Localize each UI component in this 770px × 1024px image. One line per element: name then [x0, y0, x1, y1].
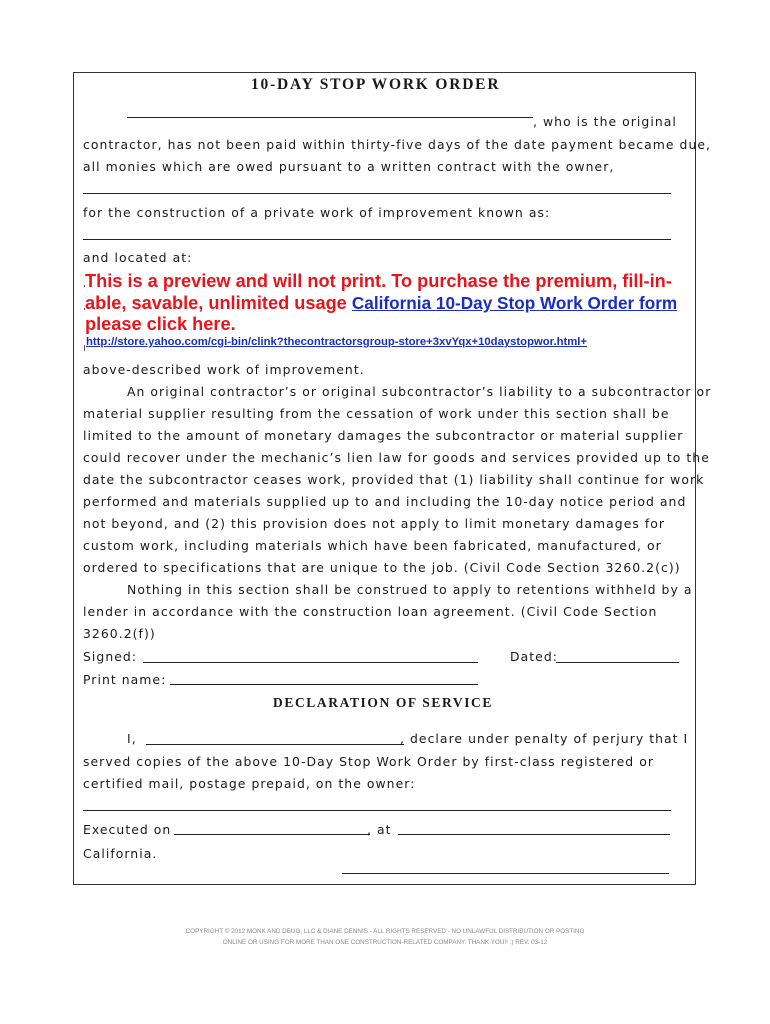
signed-label: Signed: [83, 649, 138, 664]
print-name-blank [170, 684, 478, 685]
date-blank [556, 662, 679, 663]
store-url-link[interactable]: http://store.yahoo.com/cgi-bin/clink?thecontractorsgroup-store+3xvYqx+10daystopwor.html+ [86, 336, 588, 348]
para1-line: date the subcontractor ceases work, provided that (1) liability shall continue for work [83, 472, 705, 487]
line4-text: for the construction of a private work of improvement known as: [83, 205, 551, 220]
copyright-line2: ONLINE OR USING FOR MORE THAN ONE CONSTRUCTION-RELATED COMPANY. THANK YOU!! :) REV. 03-12 [222, 939, 548, 946]
para1-line: custom work, including materials which have been fabricated, manufactured, or [83, 538, 662, 553]
california-label: California. [83, 846, 158, 861]
para1-line: An original contractor’s or original subcontractor’s liability to a subcontractor or [127, 384, 712, 399]
purchase-form-link[interactable]: California 10-Day Stop Work Order form [351, 293, 678, 313]
executed-place-blank [398, 834, 670, 835]
declaration-title: DECLARATION OF SERVICE [273, 695, 494, 710]
executed-on-label: Executed on [83, 822, 172, 837]
executed-date-blank [174, 834, 370, 835]
decl-line3: certified mail, postage prepaid, on the owner: [83, 776, 416, 791]
para2-line: 3260.2(f)) [83, 626, 156, 641]
print-name-label: Print name: [83, 672, 167, 687]
para1-line: ordered to specifications that are unique to the job. (Civil Code Section 3260.2(c)) [83, 560, 681, 575]
owner-address-blank [83, 810, 671, 811]
line5-text: and located at: [83, 250, 193, 265]
para1-line: above-described work of improvement. [83, 362, 365, 377]
decl-line2: served copies of the above 10-Day Stop Work Order by first-class registered or [83, 754, 654, 769]
preview-notice-line2 [85, 293, 677, 313]
para1-line: performed and materials supplied up to and including the 10-day notice period and [83, 494, 687, 509]
decl-i-label: I, [127, 731, 137, 746]
para1-line: could recover under the mechanic’s lien law for goods and services provided up to the [83, 450, 710, 465]
preview-notice-line2-prefix: able, savable, unlimited usage [85, 293, 352, 313]
line1-suffix: , who is the original [533, 114, 677, 129]
declarant-signature-blank [342, 873, 669, 874]
improvement-name-blank [83, 239, 671, 240]
para1-line: material supplier resulting from the cessation of work under this section shall be [83, 406, 670, 421]
document-title: 10-DAY STOP WORK ORDER [251, 76, 501, 93]
para1-line: limited to the amount of monetary damages the subcontractor or material supplier [83, 428, 684, 443]
para2-line: lender in accordance with the construction loan agreement. (Civil Code Section [83, 604, 658, 619]
owner-name-blank [83, 193, 671, 194]
para1-line: not beyond, and (2) this provision does not apply to limit monetary damages for [83, 516, 666, 531]
line2-text: contractor, has not been paid within thirty-five days of the date payment became due, [83, 137, 712, 152]
para2-line: Nothing in this section shall be construed to apply to retentions withheld by a [127, 582, 693, 597]
preview-notice-line3[interactable]: please click here. [85, 314, 236, 334]
preview-notice-line1: This is a preview and will not print. To purchase the premium, fill-in- [85, 271, 672, 291]
line3-text: all monies which are owed pursuant to a written contract with the owner, [83, 159, 615, 174]
contractor-name-blank [127, 117, 533, 118]
decl-line1-suffix: , declare under penalty of perjury that I [400, 731, 689, 746]
declarant-name-blank [146, 744, 404, 745]
dated-label: Dated: [510, 649, 558, 664]
signature-blank [143, 662, 478, 663]
copyright-line1: COPYRIGHT © 2012 MONK AND DBUG, LLC & DIANE DENNIS - ALL RIGHTS RESERVED - NO UNLAWFUL DISTRIBUTION OR POSTING [185, 928, 585, 935]
at-label: , at [367, 822, 392, 837]
tick-mark [84, 345, 85, 351]
